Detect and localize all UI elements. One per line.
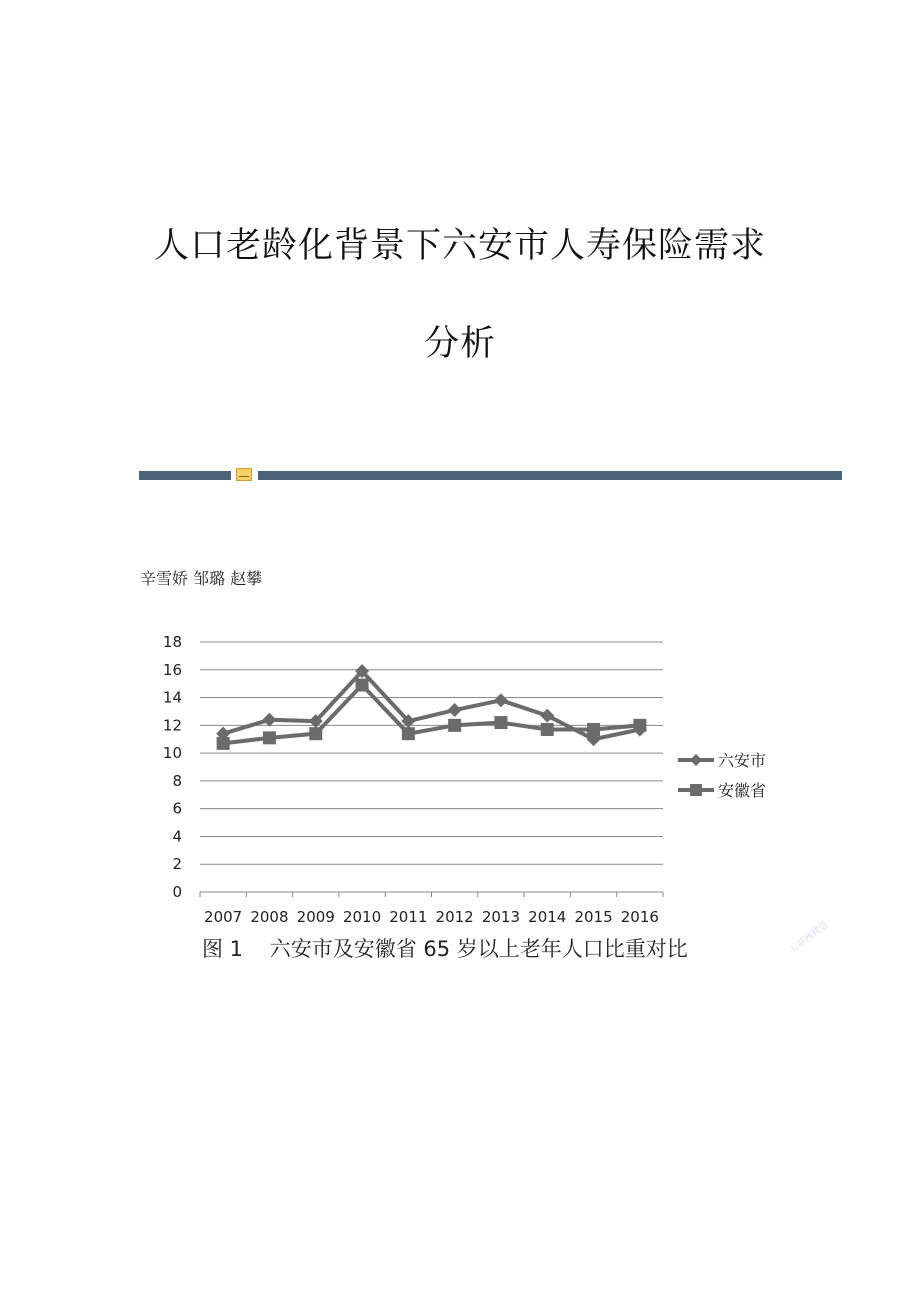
divider-right: [258, 471, 842, 480]
data-point: [448, 719, 461, 732]
y-tick-label: 0: [172, 883, 182, 901]
data-point: [263, 731, 276, 744]
line-chart: [160, 630, 780, 925]
legend-marker: [690, 754, 702, 766]
x-tick-label: 2009: [296, 908, 335, 925]
data-point: [587, 723, 600, 736]
y-tick-label: 8: [172, 771, 182, 790]
data-point: [633, 719, 646, 732]
y-tick-label: 18: [162, 633, 182, 651]
legend-marker: [690, 784, 702, 796]
x-tick-label: 2008: [250, 908, 289, 925]
data-point: [217, 737, 230, 750]
data-point: [262, 713, 276, 727]
y-tick-label: 10: [162, 744, 182, 763]
x-tick-label: 2011: [389, 908, 428, 925]
data-point: [494, 716, 507, 729]
data-point: [356, 679, 369, 692]
x-tick-label: 2015: [574, 908, 613, 925]
data-point: [448, 703, 462, 717]
x-tick-label: 2013: [481, 908, 521, 925]
figure-caption: 图 1 六安市及安徽省 65 岁以上老年人口比重对比: [202, 937, 688, 961]
y-tick-label: 16: [162, 660, 182, 679]
y-tick-label: 12: [162, 716, 182, 735]
authors: 辛雪娇 邹璐 赵攀: [140, 569, 263, 588]
legend-label: 六安市: [718, 751, 767, 770]
data-point: [494, 693, 508, 707]
data-point: [541, 723, 554, 736]
x-tick-label: 2010: [342, 908, 382, 925]
y-tick-label: 2: [172, 855, 182, 874]
y-tick-label: 4: [172, 827, 182, 846]
divider-left: [139, 471, 231, 480]
chart-svg: [160, 630, 780, 925]
x-tick-label: 2012: [435, 908, 474, 925]
document-title-line-1: 人口老龄化背景下六安市人寿保险需求: [153, 226, 766, 266]
data-point: [309, 727, 322, 740]
x-tick-label: 2014: [528, 908, 567, 925]
watermark: 互联网精选: [788, 919, 831, 956]
envelope-icon: [236, 468, 252, 481]
x-tick-label: 2007: [204, 908, 243, 925]
y-tick-label: 14: [162, 688, 182, 707]
document-title-line-2: 分析: [423, 324, 496, 364]
x-tick-label: 2016: [620, 908, 659, 925]
y-tick-label: 6: [172, 799, 182, 818]
legend-label: 安徽省: [718, 781, 767, 800]
data-point: [540, 709, 554, 723]
data-point: [402, 727, 415, 740]
